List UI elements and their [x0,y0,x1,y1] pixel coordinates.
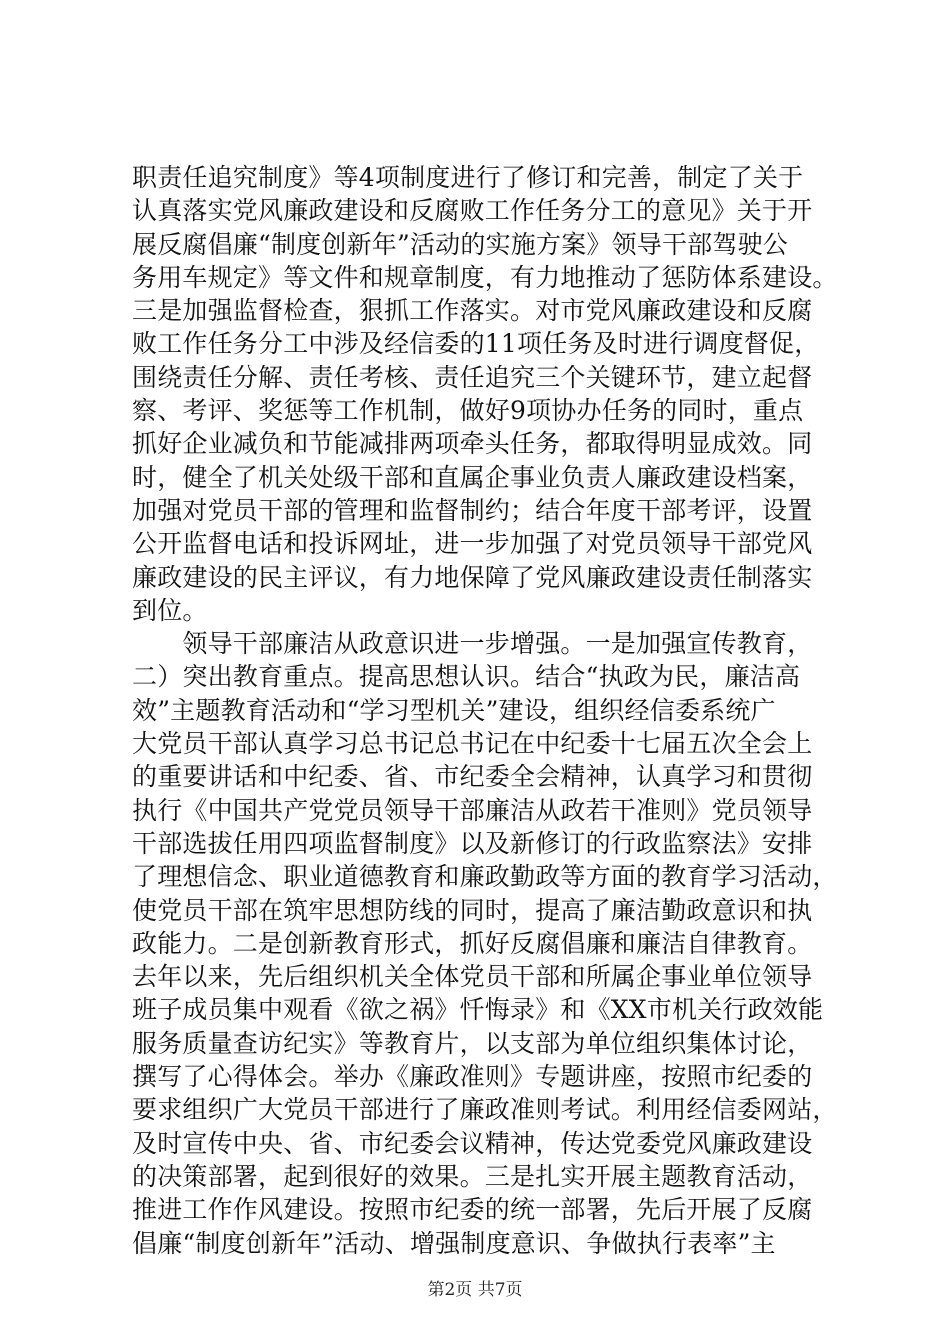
text-line: 要求组织广大党员干部进行了廉政准则考试。利用经信委网站， [132,1095,838,1125]
text-line: 加强对党员干部的管理和监督制约；结合年度干部考评，设置 [132,495,813,525]
text-line: 班子成员集中观看《欲之祸》忏悔录》和《XX市机关行政效能 [132,995,824,1025]
text-line: 展反腐倡廉“制度创新年”活动的实施方案》领导干部驾驶公 [132,229,788,259]
text-line: 抓好企业减负和节能减排两项牵头任务，都取得明显成效。同 [132,429,813,459]
text-line: 公开监督电话和投诉网址，进一步加强了对党员领导干部党风 [132,529,813,559]
text-line: 服务质量查访纪实》等教育片，以支部为单位组织集体讨论， [132,1028,813,1058]
page-number-label: 第2页 共7页 [427,1280,523,1300]
text-line: 去年以来，先后组织机关全体党员干部和所属企事业单位领导 [132,962,813,992]
text-line: 干部选拔任用四项监督制度》以及新修订的行政监察法》安排 [132,828,813,858]
text-line: 三是加强监督检查，狠抓工作落实。对市党风廉政建设和反腐 [132,296,813,326]
text-line: 围绕责任分解、责任考核、责任追究三个关键环节，建立起督 [132,362,813,392]
text-line: 的重要讲话和中纪委、省、市纪委全会精神，认真学习和贯彻 [132,762,813,792]
text-line: 败工作任务分工中涉及经信委的11项任务及时进行调度督促， [132,329,820,359]
text-line: 倡廉“制度创新年”活动、增强制度意识、争做执行表率”主 [132,1228,776,1258]
text-line: 执行《中国共产党党员领导干部廉洁从政若干准则》党员领导 [132,795,813,825]
text-line: 职责任追究制度》等4项制度进行了修订和完善，制定了关于 [132,163,804,192]
text-line: 政能力。二是创新教育形式，抓好反腐倡廉和廉洁自律教育。 [132,928,813,958]
text-line: 时，健全了机关处级干部和直属企事业负责人廉政建设档案， [132,462,813,492]
text-line: 务用车规定》等文件和规章制度，有力地推动了惩防体系建设。 [132,262,838,292]
text-line: 廉政建设的民主评议，有力地保障了党风廉政建设责任制落实 [132,562,813,592]
text-line: 到位。 [132,595,208,625]
text-line: 效”主题教育活动和“学习型机关”建设，组织经信委系统广 [132,695,776,725]
text-line: 使党员干部在筑牢思想防线的同时，提高了廉洁勤政意识和执 [132,895,813,925]
text-line: 及时宣传中央、省、市纪委会议精神，传达党委党风廉政建设 [132,1128,813,1158]
text-line: 察、考评、奖惩等工作机制，做好9项协办任务的同时，重点 [132,396,804,426]
page-footer [0,1275,950,1300]
text-line: 大党员干部认真学习总书记总书记在中纪委十七届五次全会上 [132,729,813,759]
text-line: 二）突出教育重点。提高思想认识。结合“执政为民，廉洁高 [132,662,801,692]
text-line: 推进工作作风建设。按照市纪委的统一部署，先后开展了反腐 [132,1195,813,1225]
text-line: 领导干部廉洁从政意识进一步增强。一是加强宣传教育， [132,629,813,659]
text-line: 撰写了心得体会。举办《廉政准则》专题讲座，按照市纪委的 [132,1062,813,1092]
text-line: 认真落实党风廉政建设和反腐败工作任务分工的意见》关于开 [132,196,813,226]
text-line: 的决策部署，起到很好的效果。三是扎实开展主题教育活动， [132,1161,813,1191]
body-text [132,161,838,1260]
text-line: 了理想信念、职业道德教育和廉政勤政等方面的教育学习活动， [132,862,838,892]
